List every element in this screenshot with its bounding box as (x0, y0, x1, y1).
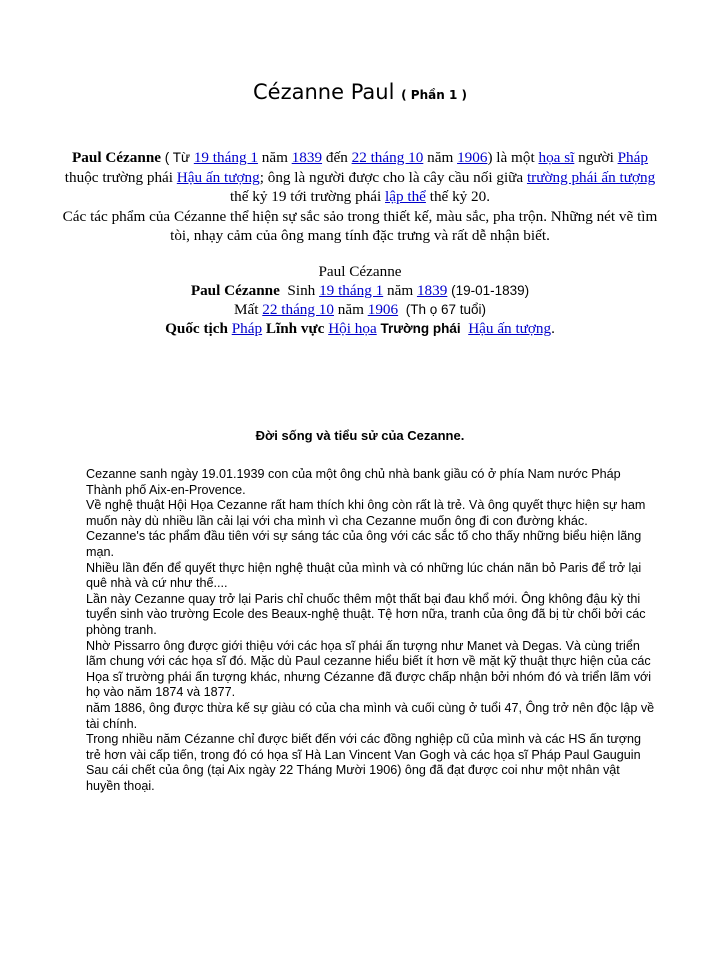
intro-section (60, 148, 660, 246)
link-cubism[interactable]: lập thể (385, 188, 426, 205)
link-painter[interactable]: họa sĩ (538, 149, 575, 166)
link-france[interactable]: Pháp (617, 149, 648, 166)
born-date: (19-01-1839) (451, 283, 530, 298)
link-birth-year[interactable]: 1839 (291, 149, 323, 166)
link-death-year[interactable]: 1906 (457, 149, 488, 166)
bio-paragraph: Cezanne sanh ngày 19.01.1939 con của một ông chủ nhà bank giầu có ở phía Nam nước Pháp Thành phố Aix-en-Provence. (86, 467, 621, 497)
born-label: Sinh (287, 282, 316, 299)
link-born-year[interactable]: 1839 (416, 282, 448, 299)
intro-paragraph-2: Các tác phẩm của Cézanne thể hiện sự sắc sảo trong thiết kế, màu sắc, pha trộn. Những nét vẽ tìm tòi, nhạy cảm của ông mang tính đặc trưng và rất dễ nhận biết. (62, 207, 658, 244)
year-word: năm (337, 301, 364, 318)
nationality-label: Quốc tịch (165, 320, 228, 337)
bio-paragraph: Trong nhiều năm Cézanne chỉ được biết đến với các đồng nghiệp cũ của mình và các HS ấn tượng trẻ hơn vài cấp tiến, trong đó có họa sĩ Hà Lan Vincent Van Gogh và các họa sĩ Pháp Paul Gauguin Sau cái chết của ông (tại Aix ngày 22 Tháng Mười 1906) ông đã đạt được coi như một nhân vật huyền thoại. (86, 732, 642, 793)
intro-name: Paul Cézanne (72, 149, 162, 166)
link-movement[interactable]: Hậu ấn tượng (468, 320, 552, 337)
link-died-day[interactable]: 22 tháng 10 (262, 301, 334, 318)
year-word: năm (387, 282, 414, 299)
intro-text: thế kỷ 20. (425, 188, 491, 205)
link-field[interactable]: Hội họa (328, 320, 377, 337)
link-post-impressionism[interactable]: Hậu ấn tượng (176, 168, 260, 186)
intro-text: năm (423, 149, 458, 166)
movement-label: Trường phái (380, 321, 461, 336)
link-nationality[interactable]: Pháp (231, 320, 263, 337)
link-death-day[interactable]: 22 tháng 10 (351, 149, 424, 166)
born-name: Paul Cézanne (190, 282, 280, 299)
bio-paragraph: Cezanne's tác phẩm đầu tiên với sự sáng tác của ông với các sắc tố cho thấy những biểu hiện lãng mạn. (86, 529, 642, 559)
intro-text: thế kỷ 19 tới trường phái (229, 188, 386, 205)
infobox-born-row (60, 281, 660, 300)
intro-text: thuộc trường phái (64, 168, 177, 186)
bio-paragraph: Nhờ Pissarro ông được giới thiệu với các họa sĩ phái ấn tượng như Manet và Degas. Và cùng triển lãm chung với các họa sĩ đó. Mặc dù Paul cezanne hiểu biết ít hơn về mặt kỹ thuật thực hiện của các Họa sĩ trường phái ấn tượng khác, nhưng Cézanne đã được chấp nhận bởi nhóm đó và triển lãm với họ vào năm 1874 và 1877. (86, 638, 652, 700)
infobox-heading: Paul Cézanne (318, 263, 402, 280)
bio-paragraph: Nhiều lần đến để quyết thực hiện nghệ thuật của mình và có những lúc chán nãn bỏ Paris để trở lại quê nhà và cứ như thế.... (86, 560, 642, 591)
title-main: Cézanne Paul (253, 80, 395, 104)
died-label: Mất (234, 301, 259, 318)
intro-text: ) là một (487, 149, 539, 166)
link-born-day[interactable]: 19 tháng 1 (319, 282, 384, 299)
intro-paragraph (60, 148, 660, 207)
bio-paragraph: Lần này Cezanne quay trở lại Paris chỉ chuốc thêm một thất bại đau khổ mới. Ông không đậu kỳ thi tuyển sinh vào trường Ecole des Beaux-nghệ thuật. Tệ hơn nữa, tranh của ông đã bị từ chối bởi các phòng tranh. (86, 591, 646, 637)
intro-text: đến (322, 149, 352, 166)
infobox-meta-row: Quốc tịch Pháp Lĩnh vực Hội họa Trường phái Hậu ấn tượng. (165, 320, 555, 337)
intro-text: ( Từ (161, 150, 194, 165)
biography (86, 467, 656, 794)
intro-text: năm (257, 149, 292, 166)
intro-text: người (574, 149, 618, 166)
intro-text: ; ông là người được cho là cây cầu nối giữa (259, 168, 527, 186)
died-age: (Th ọ 67 tuổi) (405, 302, 486, 317)
link-died-year[interactable]: 1906 (367, 301, 399, 318)
bio-paragraph: Về nghệ thuật Hội Họa Cezanne rất ham thích khi ông còn rất là trẻ. Và ông quyết thực hiện sự ham muốn này dù nhiều lần cải lại với cha mình vì cha Cezanne muốn ông đi con đường khác. (86, 498, 646, 528)
link-birth-day[interactable]: 19 tháng 1 (193, 149, 258, 166)
page-title (0, 80, 720, 104)
section-title: Đời sống và tiểu sử của Cezanne. (255, 428, 465, 443)
field-label: Lĩnh vực (265, 320, 325, 337)
infobox (60, 262, 660, 338)
infobox-died-row (60, 300, 660, 319)
bio-paragraph: năm 1886, ông được thừa kế sự giàu có của cha mình và cuối cùng ở tuổi 47, Ông trở nên độc lập về tài chính. (86, 700, 655, 731)
link-impressionism[interactable]: trường phái ấn tượng (526, 168, 656, 186)
title-part: ( Phần 1 ) (401, 88, 467, 102)
